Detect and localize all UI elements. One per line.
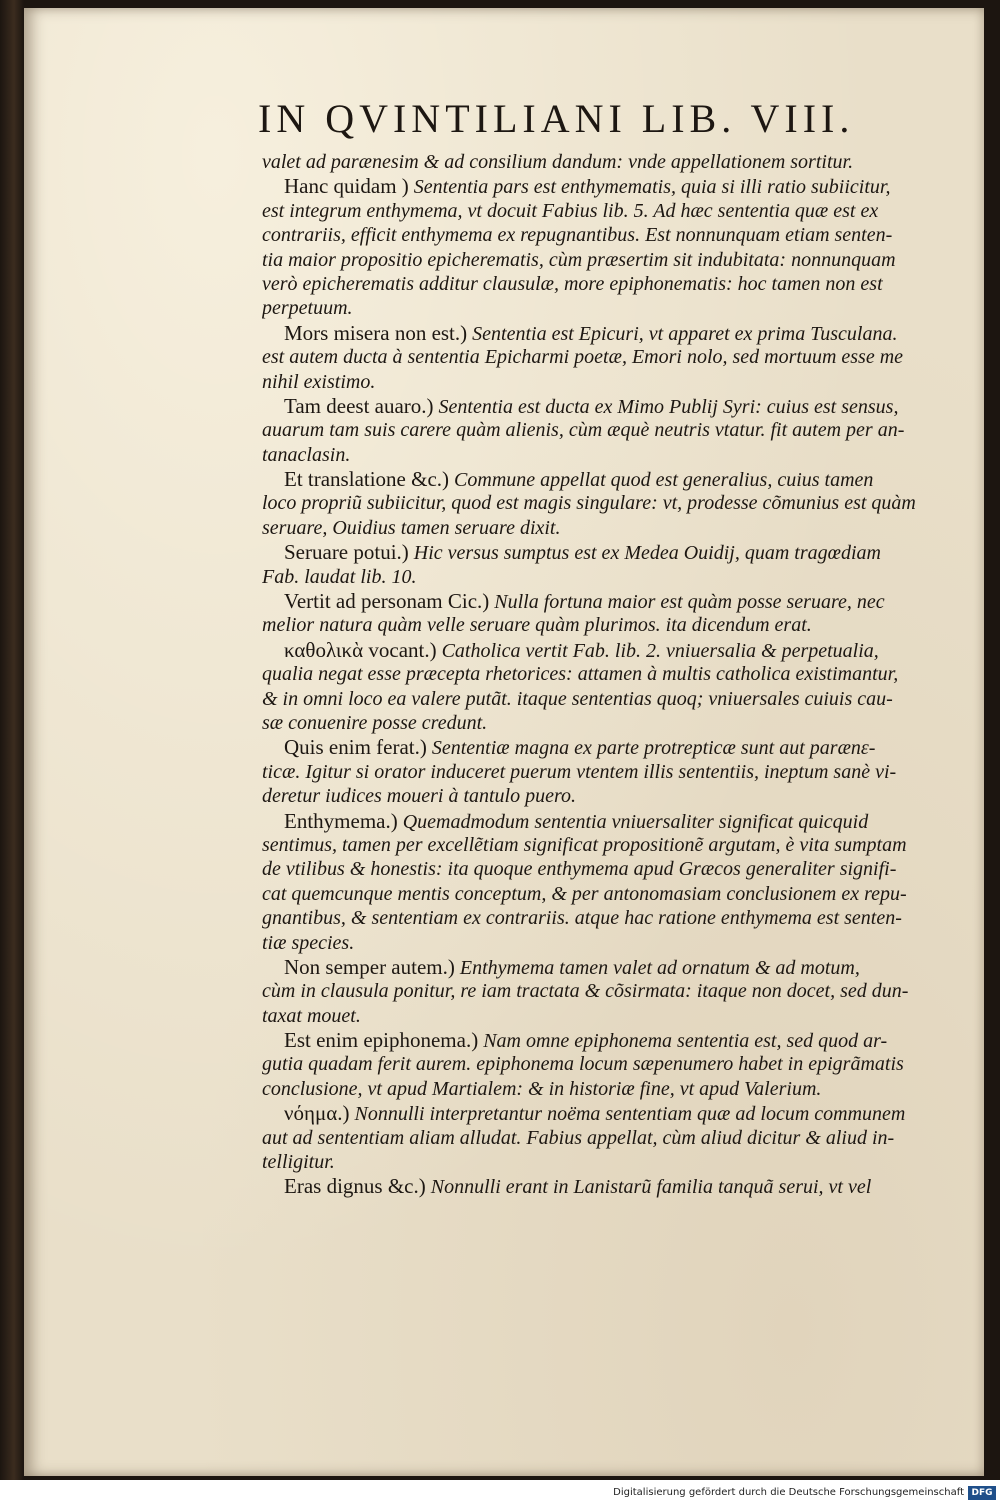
running-head: IN QVINTILIANI LIB. VIII.: [258, 96, 855, 141]
text-line: [262, 174, 962, 198]
line-text: tanaclasin.: [262, 443, 351, 466]
text-line: [262, 199, 962, 223]
text-line: [262, 662, 962, 686]
lemma: καθολικὰ vocant.): [284, 637, 437, 662]
text-line: [262, 882, 962, 906]
text-line: [262, 1028, 962, 1052]
text-line: [262, 296, 962, 320]
text-line: [262, 491, 962, 515]
line-text: cùm in clausula ponitur, re iam tractata & cõsirmata: itaque non docet, sed dun-: [262, 980, 909, 1003]
line-text: gnantibus, & sententiam ex contrariis. atque hac ratione enthymema est senten-: [262, 907, 902, 930]
line-text: sentimus, tamen per excellẽtiam significat propositionẽ argutam, è vita sumptam: [262, 833, 907, 856]
line-text: Sententia pars est enthymematis, quia si illi ratio subiicitur,: [413, 176, 891, 199]
lemma: Enthymema.): [284, 808, 398, 833]
line-text: melior natura quàm velle seruare quàm plurimos. ita dicendum erat.: [262, 614, 812, 637]
text-line: [262, 150, 962, 174]
line-text: gutia quadam ferit aurem. epiphonema locum sæpenumero habet in epigrãmatis: [262, 1053, 904, 1076]
line-text: Sententia est ducta ex Mimo Publij Syri: cuius est sensus,: [438, 395, 899, 418]
lemma: Quis enim ferat.): [284, 735, 427, 760]
lemma: Et translatione &c.): [284, 467, 450, 492]
text-line: [262, 223, 962, 247]
line-text: est autem ducta à sententia Epicharmi poetæ, Emori nolo, sed mortuum esse me: [262, 346, 904, 369]
line-text: aut ad sententiam aliam alludat. Fabius appellat, cùm aliud dicitur & aliud in-: [262, 1126, 895, 1149]
text-line: [262, 979, 962, 1003]
line-text: qualia negat esse præcepta rhetorices: attamen à multis catholica existimantur,: [262, 663, 899, 686]
line-text: cat quemcunque mentis conceptum, & per antonomasiam conclusionem ex repu-: [262, 882, 907, 905]
text-line: [262, 394, 962, 418]
text-line: [262, 370, 962, 394]
lemma: Seruare potui.): [284, 540, 409, 565]
text-line: [262, 1077, 962, 1101]
text-line: [262, 931, 962, 955]
line-text: Quemadmodum sententia vniuersaliter significat quicquid: [402, 810, 869, 833]
text-line: [262, 735, 962, 759]
text-line: [262, 345, 962, 369]
footer-bar: [0, 1480, 1000, 1508]
line-text: perpetuum.: [262, 297, 353, 320]
lemma: Vertit ad personam Cic.): [284, 589, 490, 614]
text-line: [262, 613, 962, 637]
line-text: Catholica vertit Fab. lib. 2. vniuersalia & perpetualia,: [441, 639, 879, 662]
line-text: Nulla fortuna maior est quàm posse seruare, nec: [494, 591, 885, 614]
line-text: Enthymema tamen valet ad ornatum & ad motum,: [459, 956, 860, 979]
text-line: [262, 955, 962, 979]
text-line: [262, 1101, 962, 1125]
text-line: [262, 565, 962, 589]
text-line: [262, 540, 962, 564]
line-text: sæ conuenire posse credunt.: [262, 711, 488, 734]
text-line: [262, 272, 962, 296]
line-text: est integrum enthymema, vt docuit Fabius lib. 5. Ad hæc sententia quæ est ex: [262, 199, 879, 222]
line-text: telligitur.: [262, 1151, 335, 1174]
line-text: auarum tam suis carere quàm alienis, cùm æquè neutris vtatur. fit autem per an-: [262, 419, 905, 442]
line-text: tiæ species.: [262, 931, 355, 954]
line-text: ticæ. Igitur si orator induceret puerum vtentem illis sententiis, ineptum sanè vi-: [262, 760, 897, 783]
text-line: [262, 1174, 962, 1198]
lemma: Tam deest auaro.): [284, 393, 434, 418]
text-line: [262, 711, 962, 735]
text-line: [262, 833, 962, 857]
text-line: [262, 248, 962, 272]
line-text: deretur iudices moueri à tantulo puero.: [262, 785, 577, 808]
line-text: Nonnulli erant in Lanistarũ familia tanquã serui, vt vel: [430, 1176, 872, 1199]
line-text: Hic versus sumptus est ex Medea Ouidij, quam tragœdiam: [413, 542, 881, 565]
text-line: [262, 1150, 962, 1174]
line-text: taxat mouet.: [262, 1004, 361, 1027]
lemma: νόημα.): [284, 1101, 350, 1126]
text-line: [262, 687, 962, 711]
line-text: Commune appellat quod est generalius, cuius tamen: [454, 469, 874, 492]
funding-credit: Digitalisierung gefördert durch die Deutsche Forschungsgemeinschaft: [613, 1487, 964, 1498]
line-text: Sententia est Epicuri, vt apparet ex prima Tusculana.: [472, 322, 898, 345]
line-text: Nam omne epiphonema sententia est, sed quod ar-: [483, 1030, 888, 1053]
lemma: Non semper autem.): [284, 954, 455, 979]
text-line: [262, 589, 962, 613]
line-text: valet ad parænesim & ad consilium dandum: vnde appellationem sortitur.: [262, 151, 854, 173]
text-line: [262, 467, 962, 491]
text-line: [262, 906, 962, 930]
line-text: seruare, Ouidius tamen seruare dixit.: [262, 516, 561, 539]
dfg-logo: DFG: [968, 1486, 996, 1500]
line-text: de vtilibus & honestis: ita quoque enthymema apud Græcos generaliter signifi-: [262, 858, 897, 881]
lemma: Eras dignus &c.): [284, 1174, 426, 1199]
line-text: Sententiæ magna ex parte protrepticæ sunt aut parænε-: [431, 737, 876, 760]
lemma: Mors misera non est.): [284, 320, 468, 345]
text-line: [262, 1126, 962, 1150]
line-text: contrariis, efficit enthymema ex repugnantibus. Est nonnunquam etiam senten-: [262, 224, 893, 247]
text-line: [262, 857, 962, 881]
text-line: [262, 321, 962, 345]
text-line: [262, 809, 962, 833]
lemma: Est enim epiphonema.): [284, 1028, 479, 1053]
commentary-text: [262, 150, 962, 1199]
text-line: [262, 516, 962, 540]
text-line: [262, 443, 962, 467]
line-text: tia maior propositio epicherematis, cùm præsertim sit indubitata: nonnunquam: [262, 248, 896, 271]
text-line: [262, 1052, 962, 1076]
line-text: Nonnulli interpretantur noëma sententiam quæ ad locum communem: [354, 1103, 906, 1126]
line-text: verò epicherematis additur clausulæ, more epiphonematis: hoc tamen non est: [262, 272, 883, 295]
line-text: nihil existimo.: [262, 370, 376, 393]
line-text: loco propriũ subiicitur, quod est magis singulare: vt, prodesse cõmunius est quàm: [262, 492, 916, 515]
line-text: & in omni loco ea valere putãt. itaque sententias quoq; vniuersales cuiuis cau-: [262, 687, 893, 710]
text-line: [262, 784, 962, 808]
text-line: [262, 638, 962, 662]
text-line: [262, 418, 962, 442]
line-text: conclusione, vt apud Martialem: & in historiæ fine, vt apud Valerium.: [262, 1077, 822, 1100]
lemma: Hanc quidam ): [284, 174, 409, 199]
text-line: [262, 760, 962, 784]
text-line: [262, 1004, 962, 1028]
line-text: Fab. laudat lib. 10.: [262, 565, 417, 588]
